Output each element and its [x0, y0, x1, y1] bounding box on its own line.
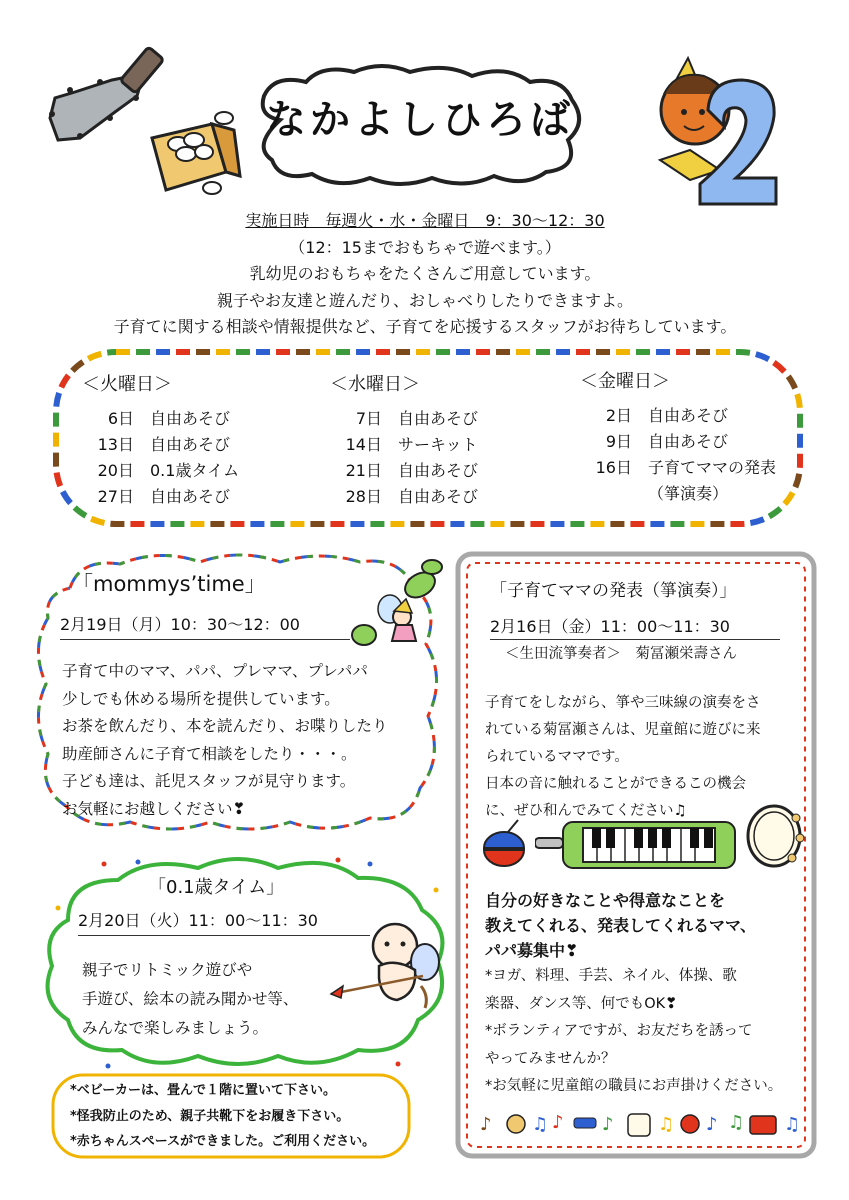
notes-list — [70, 1078, 375, 1155]
day-heading: ＜金曜日＞ — [580, 371, 670, 392]
svg-text:♫: ♫ — [728, 1112, 745, 1133]
zero-one-time-body — [82, 956, 298, 1043]
schedule-row — [330, 432, 478, 458]
fairy-icon — [350, 555, 450, 655]
svg-text:♫: ♫ — [658, 1114, 675, 1135]
oni-holding-2-icon — [650, 50, 790, 220]
schedule-event: 自由あそび — [150, 487, 231, 506]
list-item: やってみませんか？ — [485, 1050, 616, 1067]
day-heading: ＜水曜日＞ — [330, 374, 420, 395]
call-line: 教えてくれる、発表してくれるママ、 — [485, 916, 757, 935]
svg-text:♪: ♪ — [602, 1114, 614, 1135]
schedule-day: 2日 — [605, 406, 632, 425]
melodica-icon — [535, 818, 740, 873]
schedule-event: 子育てママの発表 — [648, 458, 777, 477]
list-item: *お気軽に児童館の職員にお声掛けください。 — [485, 1078, 783, 1094]
schedule-day — [580, 481, 648, 507]
body-line: 子育てをしながら、箏や三味線の演奏をさ — [485, 695, 761, 711]
schedule-event: 0.1歳タイム — [150, 461, 240, 480]
schedule-wednesday — [330, 370, 478, 510]
call-line: 自分の好きなことや得意なことを — [485, 891, 726, 910]
body-line: みんなで楽しみましょう。 — [82, 1019, 269, 1037]
presentation-date: 2月16日（金）11：00～11：30 — [490, 614, 780, 640]
volunteer-call — [485, 888, 756, 963]
intro-line: 親子やお友達と遊んだり、おしゃべりしたりできますよ。 — [216, 290, 633, 310]
call-line: パパ募集中❣ — [485, 941, 579, 960]
svg-text:♪: ♪ — [706, 1114, 718, 1135]
schedule-day: 13日 — [97, 435, 134, 454]
schedule-event: 自由あそび — [398, 461, 479, 480]
schedule-tuesday — [82, 370, 239, 510]
svg-text:♪: ♪ — [480, 1114, 492, 1135]
schedule-event: 自由あそび — [398, 409, 479, 428]
body-line: お茶を飲んだり、本を読んだり、お喋りしたり — [62, 717, 388, 735]
schedule-row — [580, 403, 776, 429]
schedule-day: 7日 — [355, 409, 382, 428]
note-item: *怪我防止のため、親子共靴下をお履き下さい。 — [70, 1108, 350, 1124]
schedule-row — [580, 455, 776, 481]
body-line: 子育て中のママ、パパ、プレママ、プレパパ — [62, 662, 368, 680]
tambourine-icon — [742, 800, 807, 870]
schedule-row — [82, 484, 239, 510]
schedule-day: 21日 — [345, 461, 382, 480]
schedule-day: 27日 — [97, 487, 134, 506]
body-line: 少しでも休める場所を提供しています。 — [62, 689, 340, 708]
zero-one-time-date: 2月20日（火）11：00～11：30 — [78, 908, 370, 936]
opening-hours: 実施日時 毎週火・水・金曜日 9：30～12：30 — [245, 211, 605, 230]
volunteer-details — [485, 963, 801, 1101]
schedule-row — [82, 458, 239, 484]
schedule-day: 20日 — [97, 461, 134, 480]
body-line: 親子でリトミック遊びや — [82, 961, 253, 979]
mommys-time-date: 2月19日（月）10：30～12：00 — [60, 612, 350, 640]
performer-name: ＜生田流箏奏者＞ 菊冨瀬栄壽さん — [505, 646, 737, 662]
body-line: お気軽にお越しください❣ — [62, 799, 246, 818]
intro-section — [40, 208, 810, 341]
castanet-icon — [478, 818, 533, 868]
list-item: 楽器、ダンス等、何でもOK❣ — [485, 995, 678, 1012]
schedule-row — [82, 432, 239, 458]
schedule-event: 自由あそび — [398, 487, 479, 506]
schedule-event: 自由あそび — [648, 406, 729, 425]
schedule-row — [580, 429, 776, 455]
svg-text:♫: ♫ — [532, 1114, 549, 1135]
schedule-day: 14日 — [345, 435, 382, 454]
list-item: *ボランティアですが、お友だちを誘って — [485, 1023, 753, 1039]
page-title: なかよしひろば — [266, 97, 574, 143]
schedule-day: 9日 — [605, 432, 632, 451]
schedule-row — [330, 406, 478, 432]
day-heading: ＜火曜日＞ — [82, 374, 172, 395]
schedule-event: サーキット — [398, 435, 478, 454]
intro-line: 乳幼児のおもちゃをたくさんご用意しています。 — [249, 264, 601, 283]
schedule-row — [580, 481, 776, 507]
schedule-day: 6日 — [107, 409, 134, 428]
zero-one-time-title: 「0.1歳タイム」 — [148, 877, 285, 898]
mommys-time-body — [62, 658, 432, 823]
schedule-event: 自由あそび — [150, 409, 231, 428]
body-line: 日本の音に触れることができるこの機会 — [485, 776, 746, 792]
body-line: 助産師さんに子育て相談をしたり・・・。 — [62, 744, 357, 763]
intro-line: （12：15までおもちゃで遊べます。） — [289, 237, 561, 257]
schedule-day: 28日 — [345, 487, 382, 506]
schedule-day: 16日 — [595, 458, 632, 477]
body-line: に、ぜひ和んでみてください♫ — [485, 803, 687, 819]
schedule-event: 自由あそび — [150, 435, 231, 454]
presentation-title: 「子育てママの発表（箏演奏）」 — [490, 581, 737, 601]
intro-line: 子育てに関する相談や情報提供など、子育てを応援するスタッフがお待ちしています。 — [113, 317, 737, 336]
body-line: れている菊冨瀬さんは、児童館に遊びに来 — [485, 722, 761, 738]
note-item: *ベビーカーは、畳んで１階に置いて下さい。 — [70, 1083, 337, 1098]
schedule-event: （箏演奏） — [648, 484, 729, 503]
list-item: *ヨガ、料理、手芸、ネイル、体操、歌 — [485, 968, 737, 984]
bean-box-icon — [142, 110, 252, 198]
body-line: 手遊び、絵本の読み聞かせ等、 — [82, 990, 299, 1008]
svg-text:♪: ♪ — [552, 1112, 564, 1133]
note-item: *赤ちゃんスペースができました。ご利用ください。 — [70, 1134, 376, 1149]
music-notes-icon — [478, 1104, 808, 1144]
mommys-time-title: 「mommys’time」 — [72, 572, 266, 596]
body-line: 子ども達は、託児スタッフが見守ります。 — [62, 772, 356, 790]
body-line: られているママです。 — [485, 749, 629, 765]
schedule-row — [82, 406, 239, 432]
schedule-friday — [580, 367, 776, 507]
schedule-row — [330, 458, 478, 484]
schedule-event: 自由あそび — [648, 432, 729, 451]
svg-text:♫: ♫ — [784, 1114, 801, 1135]
schedule-row — [330, 484, 478, 510]
